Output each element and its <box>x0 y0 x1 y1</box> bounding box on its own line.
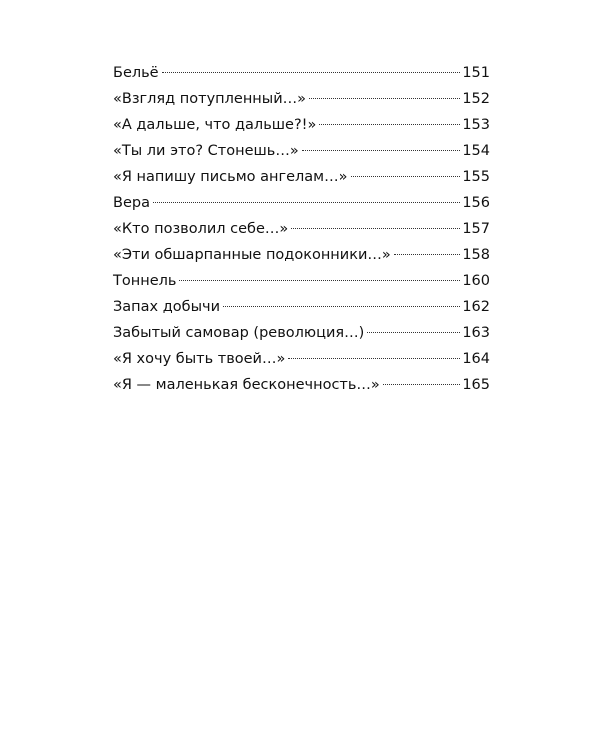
dot-leader <box>383 384 461 385</box>
toc-entry-page: 160 <box>462 273 490 289</box>
toc-entry <box>113 372 490 398</box>
toc-entry-page: 154 <box>462 143 490 159</box>
toc-entry-title: «Я хочу быть твоей…» <box>113 351 286 367</box>
toc-entry-title: Забытый самовар (революция…) <box>113 325 365 341</box>
toc-entry-title: «Я — маленькая бесконечность…» <box>113 377 380 393</box>
toc-entry-page: 153 <box>462 117 490 133</box>
dot-leader <box>179 280 460 281</box>
toc-entry <box>113 190 490 216</box>
dot-leader <box>153 202 460 203</box>
dot-leader <box>367 332 460 333</box>
toc-entry <box>113 242 490 268</box>
toc-entry-page: 158 <box>462 247 490 263</box>
toc-entry <box>113 320 490 346</box>
dot-leader <box>288 358 460 359</box>
toc-entry-page: 163 <box>462 325 490 341</box>
dot-leader <box>291 228 460 229</box>
dot-leader <box>309 98 460 99</box>
toc-entry-title: «Взгляд потупленный…» <box>113 91 307 107</box>
toc-entry-page: 152 <box>462 91 490 107</box>
toc-entry-page: 162 <box>462 299 490 315</box>
dot-leader <box>319 124 460 125</box>
toc-entry <box>113 164 490 190</box>
dot-leader <box>394 254 461 255</box>
toc-entry <box>113 86 490 112</box>
toc-entry-title: «А дальше, что дальше?!» <box>113 117 317 133</box>
toc-entry-page: 156 <box>462 195 490 211</box>
toc-entry-page: 151 <box>462 65 490 81</box>
toc-entry-title: «Эти обшарпанные подоконники…» <box>113 247 391 263</box>
toc-entry-page: 157 <box>462 221 490 237</box>
table-of-contents <box>113 60 490 398</box>
toc-entry <box>113 346 490 372</box>
toc-entry-title: Тоннель <box>113 273 177 289</box>
toc-entry <box>113 216 490 242</box>
toc-entry <box>113 112 490 138</box>
toc-entry-page: 155 <box>462 169 490 185</box>
dot-leader <box>351 176 461 177</box>
toc-entry-title: Вера <box>113 195 150 211</box>
toc-entry <box>113 268 490 294</box>
dot-leader <box>302 150 461 151</box>
toc-entry-page: 164 <box>462 351 490 367</box>
toc-entry-title: «Кто позволил себе…» <box>113 221 289 237</box>
toc-entry-title: «Ты ли это? Стонешь…» <box>113 143 299 159</box>
toc-entry <box>113 60 490 86</box>
toc-entry <box>113 294 490 320</box>
dot-leader <box>223 306 460 307</box>
toc-entry-title: «Я напишу письмо ангелам…» <box>113 169 348 185</box>
toc-entry <box>113 138 490 164</box>
toc-entry-title: Бельё <box>113 65 159 81</box>
toc-entry-page: 165 <box>462 377 490 393</box>
dot-leader <box>162 72 461 73</box>
toc-entry-title: Запах добычи <box>113 299 221 315</box>
